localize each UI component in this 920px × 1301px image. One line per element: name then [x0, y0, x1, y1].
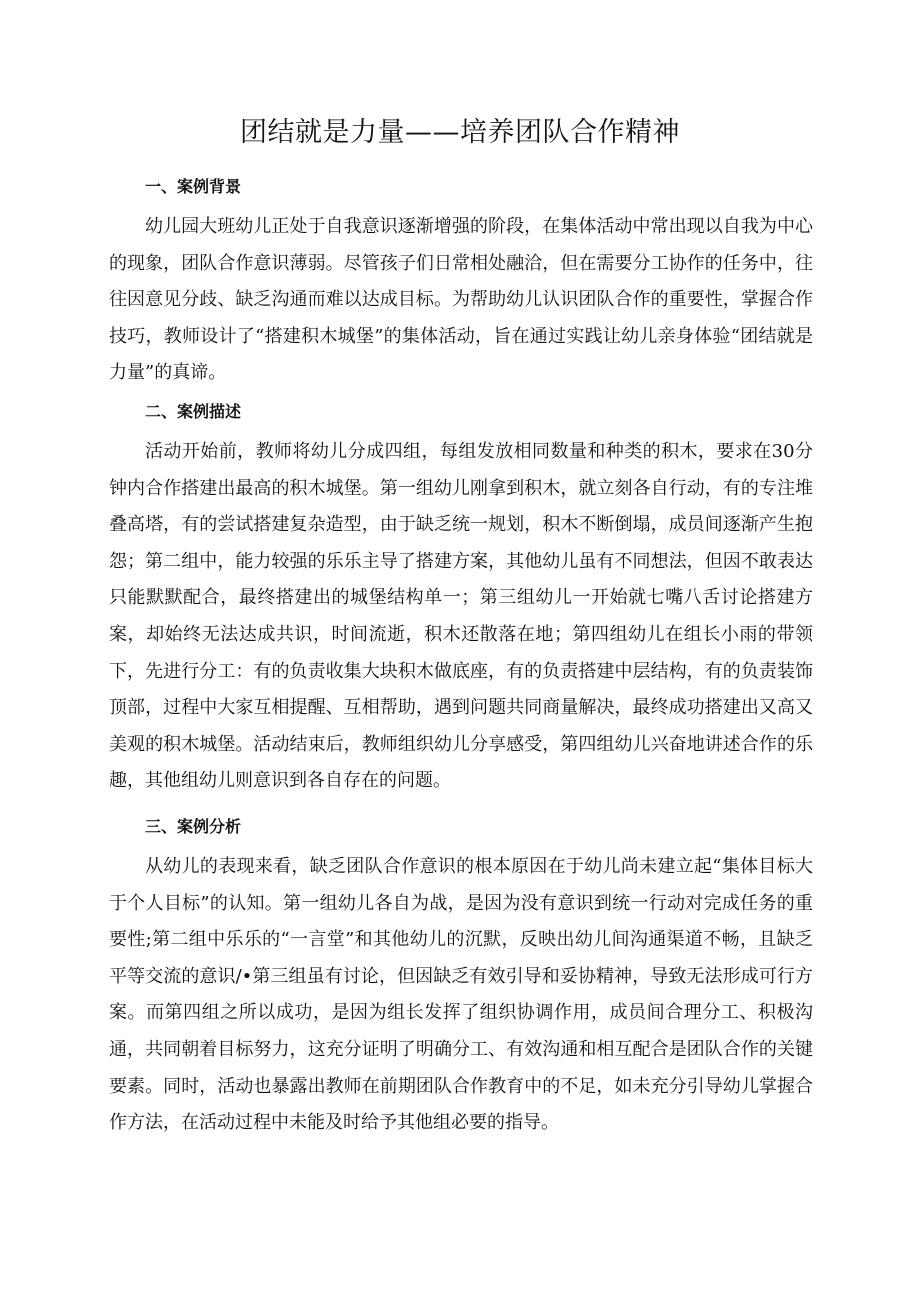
section-heading: 三、案例分析 — [145, 817, 242, 836]
section-paragraph: 活动开始前，教师将幼儿分成四组，每组发放相同数量和种类的积木，要求在30分钟内合作搭建出最高的积木城堡。第一组幼儿刚拿到积木，就立刻各自行动，有的专注堆叠高塔，有的尝试搭建复杂造型，由于缺乏统一规划，积木不断倒塌，成员间逐渐产生抱怨；第二组中，能力较强的乐乐主导了搭建方案，其他幼儿虽有不同想法，但因不敢表达只能默默配合，最终搭建出的城堡结构单一；第三组幼儿一开始就七嘴八舌讨论搭建方案，却始终无法达成共识，时间流逝，积木还散落在地；第四组幼儿在组长小雨的带领下，先进行分工：有的负责收集大块积木做底座，有的负责搭建中层结构，有的负责装饰顶部，过程中大家互相提醒、互相帮助，遇到问题共同商量解决，最终成功搭建出又高又美观的积木城堡。活动结束后，教师组织幼儿分享感受，第四组幼儿兴奋地讲述合作的乐趣，其他组幼儿则意识到各自存在的问题。 — [109, 441, 813, 792]
section-heading: 一、案例背景 — [145, 177, 242, 196]
section-paragraph: 从幼儿的表现来看，缺乏团队合作意识的根本原因在于幼儿尚未建立起“集体目标大于个人目标”的认知。第一组幼儿各自为战，是因为没有意识到统一行动对完成任务的重要性;第二组中乐乐的“一言堂”和其他幼儿的沉默，反映出幼儿间沟通渠道不畅，且缺乏平等交流的意识/•第三组虽有讨论，但因缺乏有效引导和妥协精神，导致无法形成可行方案。而第四组之所以成功，是因为组长发挥了组织协调作用，成员间合理分工、积极沟通，共同朝着目标努力，这充分证明了明确分工、有效沟通和相互配合是团队合作的关键要素。同时，活动也暴露出教师在前期团队合作教育中的不足，如未充分引导幼儿掌握合作方法，在活动过程中未能及时给予其他组必要的指导。 — [109, 856, 813, 1134]
section-case-description — [0, 400, 920, 800]
section-case-background — [0, 175, 920, 392]
section-heading: 二、案例描述 — [145, 402, 242, 421]
section-case-analysis — [0, 815, 920, 1142]
document-title: 团结就是力量——培养团队合作精神 — [240, 117, 680, 148]
section-paragraph: 幼儿园大班幼儿正处于自我意识逐渐增强的阶段，在集体活动中常出现以自我为中心的现象，团队合作意识薄弱。尽管孩子们日常相处融洽，但在需要分工协作的任务中，往往因意见分歧、缺乏沟通而难以达成目标。为帮助幼儿认识团队合作的重要性，掌握合作技巧，教师设计了“搭建积木城堡”的集体活动，旨在通过实践让幼儿亲身体验“团结就是力量”的真谛。 — [109, 216, 813, 384]
